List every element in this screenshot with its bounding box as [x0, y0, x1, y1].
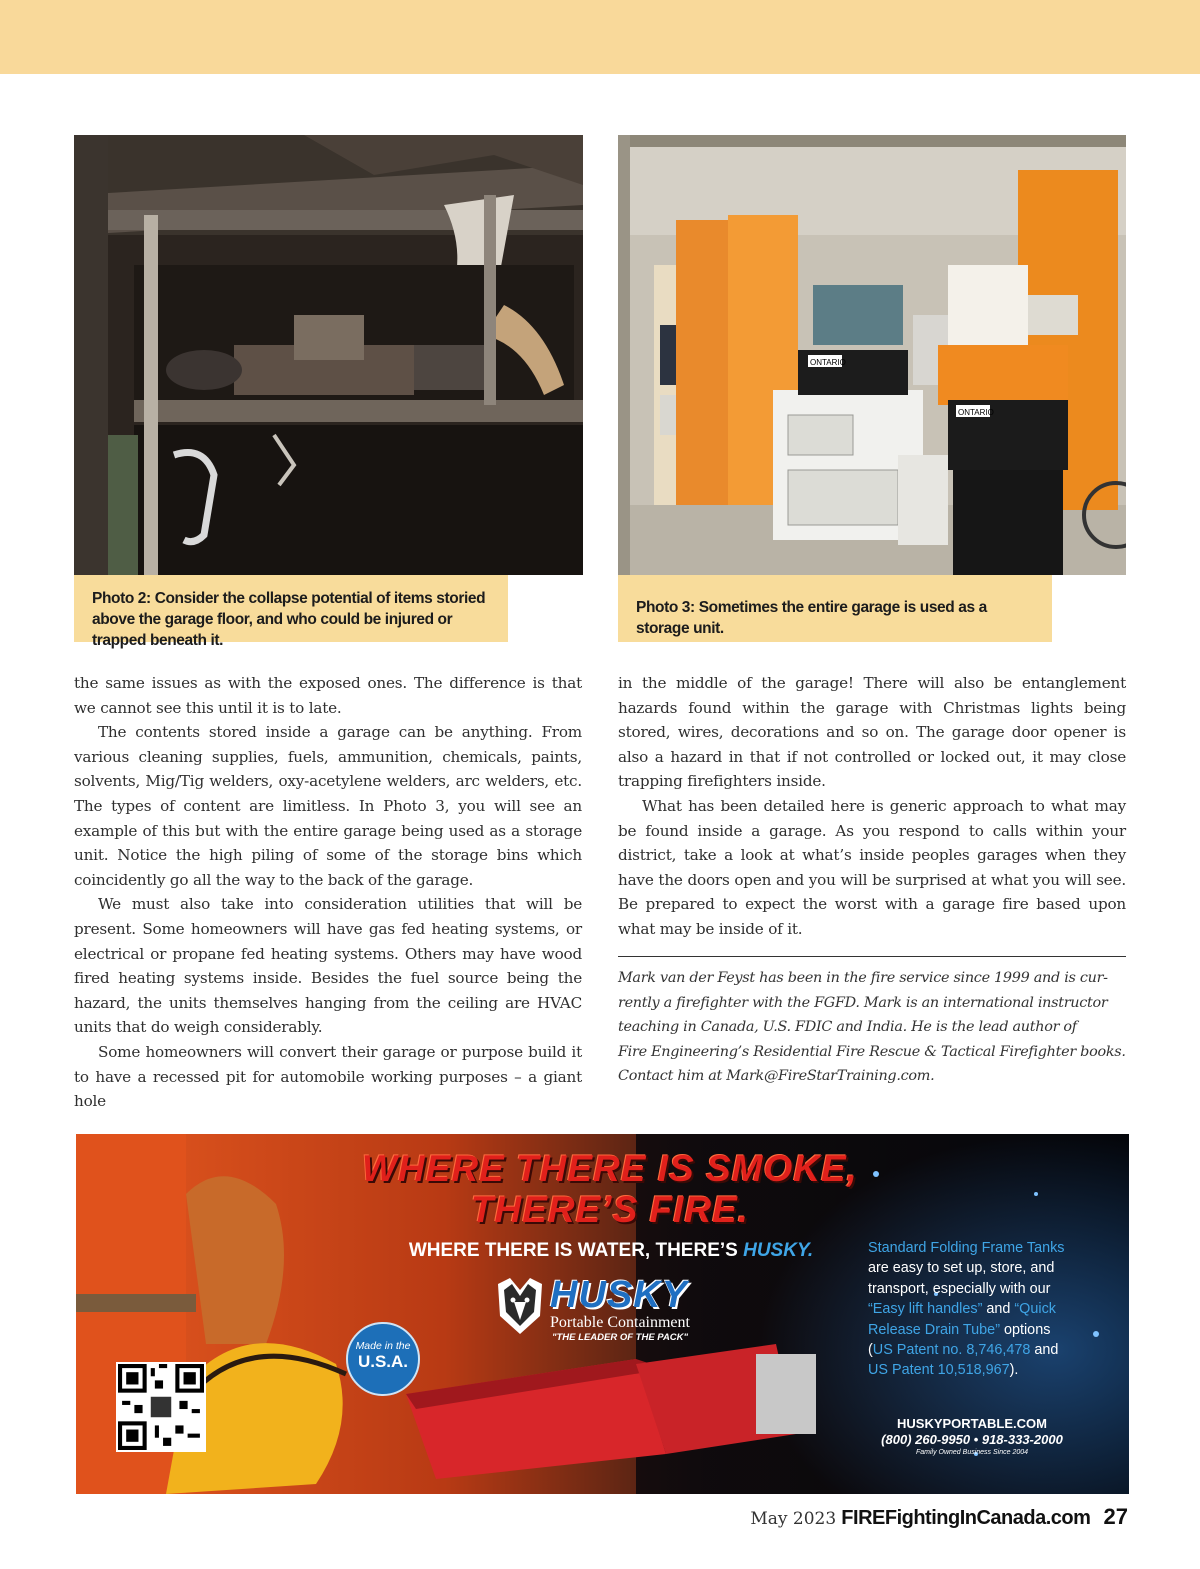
ad-headline-line: THERE’S FIRE. — [470, 1189, 750, 1230]
top-color-band — [0, 0, 1200, 74]
ad-patent-2: US Patent 10,518,967 — [868, 1362, 1010, 1379]
ad-subhead-text: WHERE THERE IS WATER, THERE’S — [408, 1240, 744, 1261]
svg-text:ONTARIO: ONTARIO — [958, 408, 994, 417]
ad-subhead-brand: HUSKY. — [743, 1240, 814, 1261]
ad-copy-text: ). — [1009, 1362, 1019, 1379]
made-in-usa-badge — [346, 1322, 420, 1396]
ad-patent-1: US Patent no. 8,746,478 — [872, 1342, 1031, 1359]
photo-3-caption: Photo 3: Sometimes the entire garage is used as a storage unit. — [618, 575, 1052, 642]
ad-product-name: Standard Folding Frame Tanks — [868, 1240, 1065, 1256]
husky-dog-icon — [492, 1276, 548, 1336]
ad-copy-text: and — [986, 1301, 1011, 1318]
author-bio-divider — [618, 956, 1126, 957]
ad-copy-text: and — [1034, 1342, 1059, 1359]
ad-copy-text: are easy to set up, store, and transport, especially with our — [868, 1260, 1055, 1297]
article-paragraph: Some homeowners will convert their garage or purpose build it to have a recessed pit for automobile working purposes – a giant hole — [74, 1042, 582, 1111]
ad-phone-numbers[interactable]: (800) 260-9950 • 918-333-2000 — [881, 1432, 1063, 1447]
author-bio-line: teaching in Canada, U.S. FDIC and India. He is the lead author of — [618, 1019, 1077, 1036]
article-paragraph: What has been detailed here is generic approach to what may be found inside a garage. As you respond to calls within your district, take a look at what’s inside peoples garages when they have the doors open and you will be surprised at what you will see. Be prepared to expect the worst with a garage fire based upon what may be inside of it. — [618, 796, 1126, 938]
author-bio — [618, 966, 1126, 1089]
qr-code[interactable] — [116, 1362, 206, 1452]
magazine-website: FIREFightingInCanada.com — [841, 1507, 1091, 1529]
photo-2-caption: Photo 2: Consider the collapse potential of items storied above the garage floor, and who could be injured or trapped beneath it. — [74, 575, 508, 642]
article-paragraph: the same issues as with the exposed ones. The difference is that we cannot see this until it is to late. — [74, 674, 582, 717]
article-paragraph: in the middle of the garage! There will also be entanglement hazards found within the garage with Christmas lights being stored, wires, decorations and so on. The garage door opener is also a hazard in that if not controlled or locked out, it may close trapping firefighters inside. — [618, 674, 1126, 791]
ad-feature-2: “Quick Release Drain Tube” — [868, 1301, 1056, 1338]
article-paragraph: The contents stored inside a garage can be anything. From various cleaning supplies, fuels, ammunition, chemicals, paints, solvents, Mig/Tig welders, oxy-acetylene welders, arc welders, etc. The types of content are limitless. In Photo 3, you will see an example of this but with the entire garage being used as a storage unit. Notice the high piling of some of the storage bins which coincidently go all the way to the back of the garage. — [74, 723, 582, 889]
ad-family-owned: Family Owned Business Since 2004 — [915, 1449, 1029, 1456]
ad-feature-1: “Easy lift handles” — [868, 1301, 983, 1318]
photo-3-storage-garage — [618, 135, 1126, 575]
husky-brand: HUSKY — [550, 1274, 689, 1316]
page-footer — [750, 1504, 1128, 1532]
husky-tagline: "THE LEADER OF THE PACK" — [552, 1332, 689, 1343]
husky-brand-sub: Portable Containment — [550, 1314, 690, 1331]
ad-website-link[interactable]: HUSKYPORTABLE.COM — [897, 1416, 1047, 1431]
ad-product-copy — [868, 1238, 1078, 1381]
article-paragraph: We must also take into consideration utilities that will be present. Some homeowners will have gas fed heating systems, or electrical or propane fed heating systems. Others may have wood fired heating systems inside. Besides the fuel source being the hazard, the units themselves hanging from the ceiling are HVAC units that do weigh considerably. — [74, 895, 582, 1037]
author-bio-line: rently a firefighter with the FGFD. Mark is an international instructor — [618, 994, 1108, 1011]
article-column-right — [618, 671, 1126, 942]
issue-date: May 2023 — [750, 1509, 837, 1529]
svg-text:ONTARIO: ONTARIO — [810, 358, 846, 367]
husky-logo[interactable] — [492, 1274, 722, 1344]
page-number: 27 — [1103, 1504, 1128, 1529]
husky-advertisement[interactable] — [76, 1134, 1129, 1494]
qr-code-icon — [118, 1364, 204, 1450]
ad-headline-line: WHERE THERE IS SMOKE, — [362, 1148, 858, 1189]
ad-contact[interactable] — [872, 1416, 1072, 1458]
ad-headline — [290, 1148, 930, 1230]
ad-subhead — [381, 1240, 841, 1262]
badge-main-text: U.S.A. — [357, 1352, 409, 1371]
article-column-left — [74, 671, 582, 1114]
photo-2-burned-garage — [74, 135, 583, 575]
ad-copy-text: options ( — [868, 1321, 1051, 1359]
author-bio-line: Contact him at Mark@FireStarTraining.com. — [618, 1068, 935, 1085]
author-bio-line: Fire Engineering’s Residential Fire Rescue & Tactical Firefighter books. — [618, 1043, 1126, 1060]
author-bio-line: Mark van der Feyst has been in the fire service since 1999 and is cur- — [618, 970, 1108, 986]
badge-top-text: Made in the — [355, 1340, 411, 1352]
